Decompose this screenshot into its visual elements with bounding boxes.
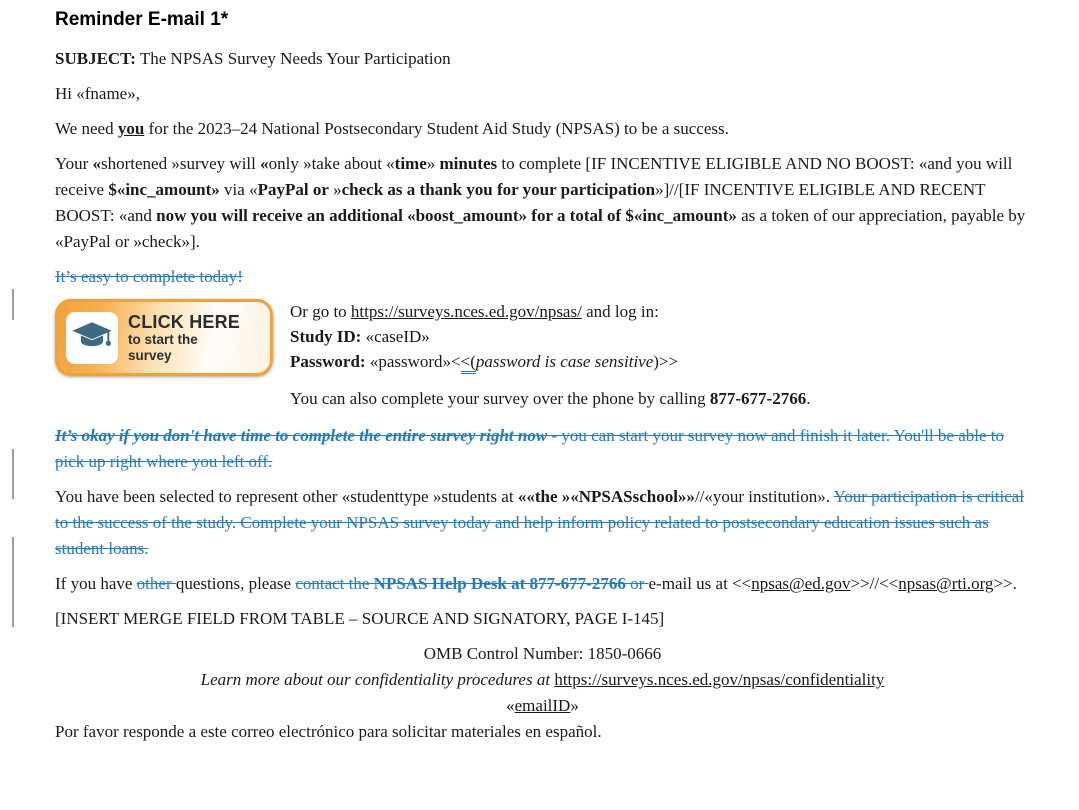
selected-paragraph bbox=[55, 484, 1030, 562]
deleted-text: Your participation is critical to the success of the study. Complete your NPSAS survey today and help inform policy related to postsecondary education issues such as student loans. bbox=[55, 487, 1025, 558]
subject-text: The NPSAS Survey Needs Your Participation bbox=[135, 49, 451, 68]
email-link-ed-gov[interactable]: npsas@ed.gov bbox=[751, 574, 851, 593]
merge-field-inc-amount: $«inc_amount» bbox=[108, 180, 220, 199]
deleted-bold-italic-text: It’s okay if you don't have time to complete the entire survey right now bbox=[55, 426, 548, 445]
change-bar bbox=[12, 537, 14, 627]
run: » bbox=[570, 696, 579, 715]
run: check as a thank you for your participation bbox=[341, 180, 656, 199]
email-link-rti-org[interactable]: npsas@rti.org bbox=[898, 574, 994, 593]
intro-text-rest: for the 2023–24 National Postsecondary Student Aid Study (NPSAS) to be a success. bbox=[144, 119, 729, 138]
password-value: «password»< bbox=[365, 352, 461, 371]
inserted-text: <( bbox=[461, 352, 476, 374]
run: and log in: bbox=[581, 302, 659, 321]
intro-text: We need bbox=[55, 119, 118, 138]
click-here-label: CLICK HERE bbox=[128, 311, 241, 332]
confidentiality-link[interactable]: https://surveys.nces.ed.gov/npsas/confidentiality bbox=[554, 670, 885, 689]
survey-url-link[interactable]: https://surveys.nces.ed.gov/npsas/ bbox=[350, 302, 582, 321]
go-to-line bbox=[290, 299, 1030, 324]
run: )>> bbox=[653, 352, 679, 371]
phone-line bbox=[290, 386, 1030, 411]
subject-line bbox=[55, 46, 1030, 72]
phone-number: 877-677-2766 bbox=[709, 389, 807, 408]
run: >>. bbox=[993, 574, 1017, 593]
run: You can also complete your survey over the phone by calling bbox=[290, 389, 710, 408]
run: //«your institution». bbox=[694, 487, 834, 506]
run: . bbox=[806, 389, 811, 408]
run: only »take about « bbox=[268, 154, 395, 173]
run: via « bbox=[219, 180, 258, 199]
deleted-paragraph-okay bbox=[55, 423, 1030, 475]
graduation-cap-icon bbox=[71, 321, 113, 355]
deleted-line-easy bbox=[55, 264, 1030, 290]
run: If you have bbox=[55, 574, 137, 593]
greeting-line: Hi «fname», bbox=[55, 84, 140, 103]
button-icon-box bbox=[66, 312, 118, 364]
change-bar bbox=[12, 449, 14, 499]
run: Your bbox=[55, 154, 93, 173]
confidentiality-line bbox=[55, 667, 1030, 693]
spanish-line: Por favor responde a este correo electrónico para solicitar materiales en español. bbox=[55, 722, 602, 741]
button-subtext: survey bbox=[128, 347, 172, 363]
run: to complete [IF INCENTIVE ELIGIBLE AND NO BOOST: «and you will receive bbox=[55, 154, 1013, 199]
run: »]//[IF INCENTIVE ELIGIBLE AND RECENT BOOST: «and bbox=[55, 180, 986, 225]
merge-field-time: time bbox=[394, 154, 427, 173]
omb-line: OMB Control Number: 1850-0666 bbox=[423, 644, 662, 663]
deleted-text: - you can start your survey now and finish it later. You'll be able to pick up right where you left off. bbox=[55, 426, 1004, 471]
intro-paragraph bbox=[55, 116, 1030, 142]
deleted-helpdesk-text: NPSAS Help Desk at 877-677-2766 bbox=[373, 574, 626, 593]
run: « bbox=[260, 154, 269, 173]
deleted-text: contact the bbox=[295, 574, 374, 593]
run: You have been selected to represent other «studenttype »students at bbox=[55, 487, 518, 506]
password-line bbox=[290, 349, 1030, 374]
merge-field-boost-amount: now you will receive an additional «boost_amount» for a total of $«inc_amount» bbox=[156, 206, 737, 225]
run: » bbox=[328, 180, 342, 199]
run: shortened »survey will bbox=[101, 154, 261, 173]
button-subtext: to start the bbox=[128, 331, 198, 347]
change-bar bbox=[12, 289, 14, 320]
incentive-paragraph bbox=[55, 151, 1030, 255]
confidentiality-text: Learn more about our confidentiality procedures at bbox=[200, 670, 555, 689]
run: « bbox=[506, 696, 515, 715]
start-survey-button[interactable] bbox=[55, 299, 273, 376]
run: questions, please bbox=[175, 574, 296, 593]
page-title: Reminder E-mail 1* bbox=[55, 9, 229, 30]
survey-access-row bbox=[55, 299, 1030, 411]
run: « bbox=[92, 154, 101, 173]
run: minutes bbox=[439, 154, 498, 173]
intro-you-emphasis: you bbox=[117, 119, 145, 138]
study-id-label: Study ID: bbox=[290, 327, 362, 346]
password-label: Password: bbox=[290, 352, 366, 371]
merge-field-school: ««the »«NPSASschool»» bbox=[517, 487, 695, 506]
subject-label: SUBJECT: bbox=[55, 49, 136, 68]
run: e-mail us at << bbox=[648, 574, 752, 593]
button-text bbox=[128, 312, 240, 364]
run: » bbox=[426, 154, 440, 173]
run: Or go to bbox=[290, 302, 351, 321]
study-id-value: «caseID» bbox=[361, 327, 430, 346]
run: >>//<< bbox=[850, 574, 899, 593]
merge-field-note: [INSERT MERGE FIELD FROM TABLE – SOURCE AND SIGNATORY, PAGE I-145] bbox=[55, 609, 665, 628]
study-id-line bbox=[290, 324, 1030, 349]
login-instructions bbox=[290, 299, 1030, 411]
run: as a token of our appreciation, payable by «PayPal or »check»]. bbox=[55, 206, 1026, 251]
run: PayPal or bbox=[257, 180, 329, 199]
emailid-line bbox=[55, 693, 1030, 719]
emailid-link[interactable]: emailID bbox=[514, 696, 571, 715]
deleted-text: other bbox=[136, 574, 176, 593]
case-sensitive-note: password is case sensitive bbox=[475, 352, 654, 371]
footer-block bbox=[55, 641, 1030, 745]
deleted-text: or bbox=[625, 574, 649, 593]
deleted-text: It’s easy to complete today! bbox=[55, 267, 243, 286]
questions-paragraph bbox=[55, 571, 1030, 597]
